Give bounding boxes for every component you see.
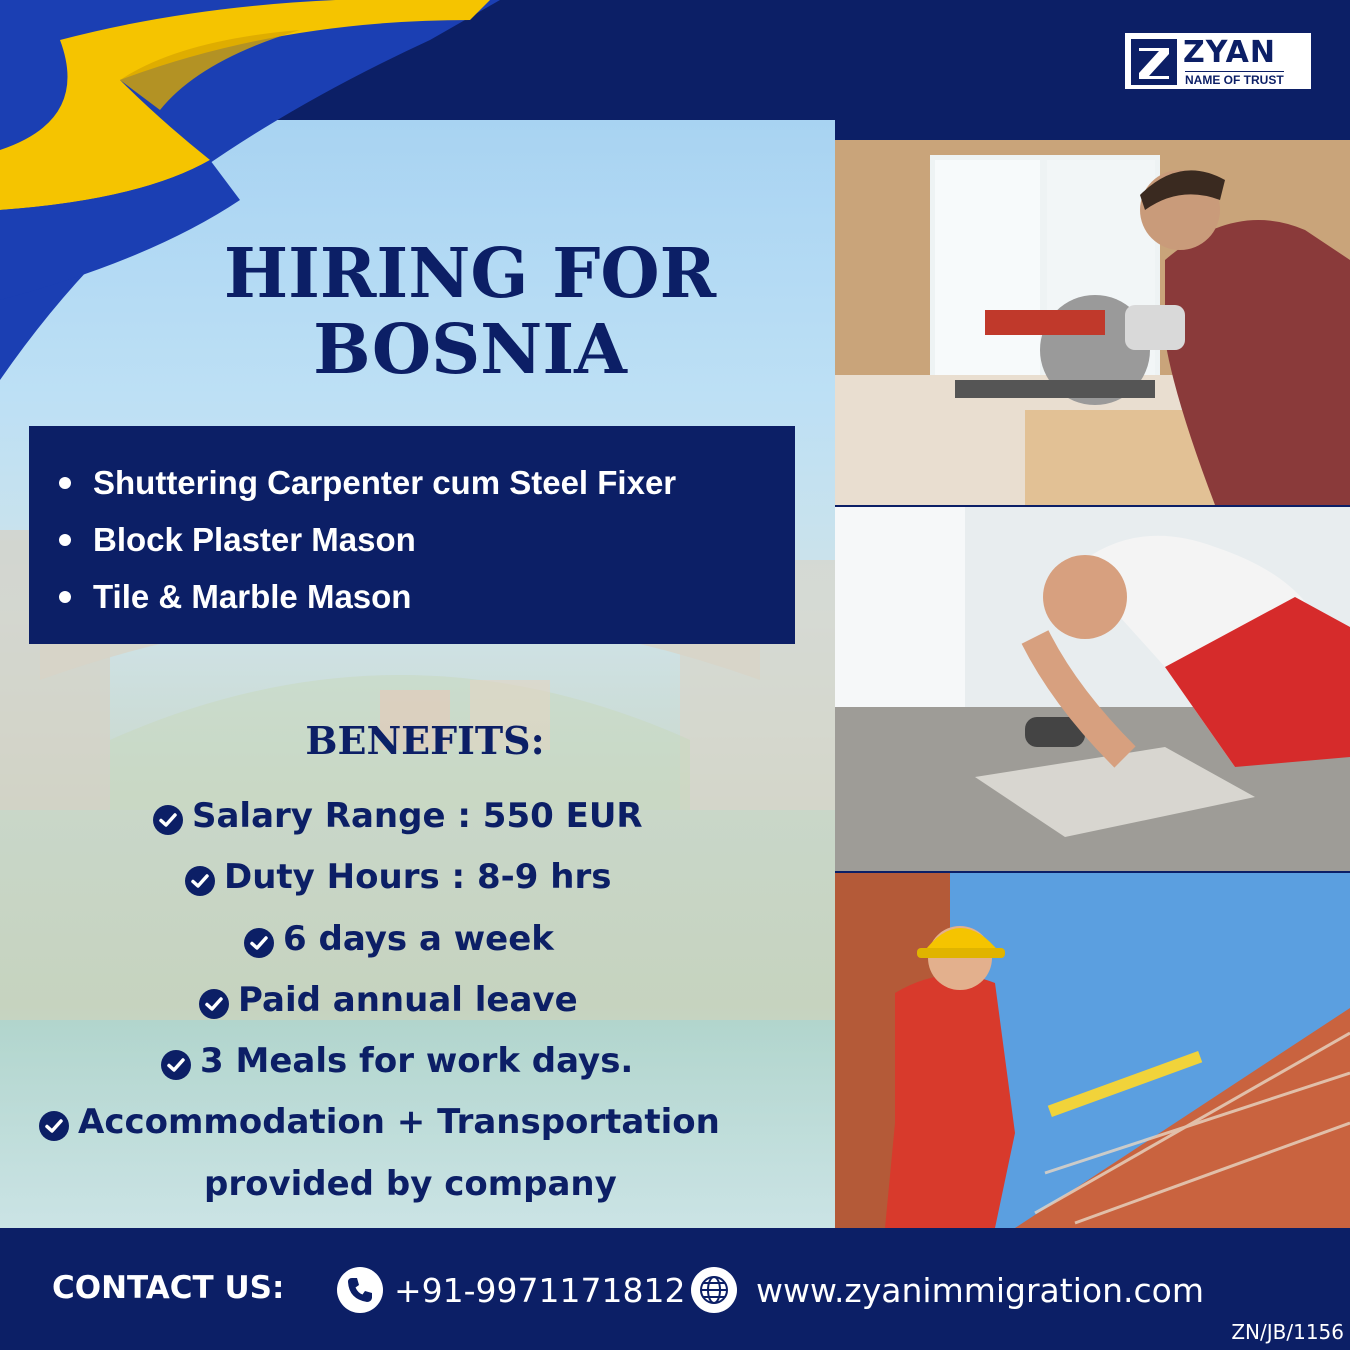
check-circle-icon	[152, 804, 184, 836]
tile-worker-photo	[835, 507, 1350, 871]
benefit-text: Paid annual leave	[238, 980, 578, 1020]
check-circle-icon	[160, 1049, 192, 1081]
benefit-text: 6 days a week	[283, 919, 554, 959]
job-item: Block Plaster Mason	[93, 511, 795, 568]
phone-icon	[336, 1266, 384, 1314]
benefits-title: BENEFITS:	[305, 718, 545, 763]
contact-footer	[0, 1228, 1350, 1350]
benefit-item	[243, 917, 554, 961]
benefit-text: Accommodation + Transportation	[78, 1102, 720, 1142]
benefit-item	[38, 1100, 720, 1144]
z-logo-icon	[1131, 39, 1177, 85]
benefit-item-continued	[204, 1162, 617, 1206]
benefit-item	[184, 855, 611, 899]
globe-icon	[690, 1266, 738, 1314]
job-list	[29, 426, 795, 625]
photo-bricklayer	[835, 873, 1350, 1228]
job-list-panel	[29, 426, 795, 644]
check-circle-icon	[198, 988, 230, 1020]
headline-line-1: HIRING FOR	[223, 234, 717, 314]
benefit-item	[160, 1039, 633, 1083]
benefit-item	[152, 794, 643, 838]
check-circle-icon	[243, 927, 275, 959]
website-link[interactable]: www.zyanimmigration.com	[756, 1271, 1204, 1310]
benefit-text: provided by company	[204, 1164, 617, 1204]
reference-code: ZN/JB/1156	[1231, 1320, 1344, 1344]
phone-number[interactable]: +91-9971171812	[394, 1271, 686, 1310]
benefit-item	[198, 978, 578, 1022]
photo-tile-worker	[835, 507, 1350, 871]
zyan-logo	[1123, 31, 1313, 91]
carpenter-photo	[835, 140, 1350, 505]
check-circle-icon	[184, 865, 216, 897]
job-item: Tile & Marble Mason	[93, 568, 795, 625]
brand-tagline: NAME OF TRUST	[1185, 73, 1284, 87]
benefit-text: 3 Meals for work days.	[200, 1041, 634, 1081]
headline	[140, 236, 800, 388]
job-item: Shuttering Carpenter cum Steel Fixer	[93, 454, 795, 511]
benefit-text: Salary Range : 550 EUR	[192, 796, 643, 836]
headline-line-2: BOSNIA	[313, 310, 627, 390]
photo-carpenter	[835, 140, 1350, 505]
benefit-text: Duty Hours : 8-9 hrs	[224, 857, 612, 897]
contact-label: CONTACT US:	[52, 1270, 285, 1306]
brand-name: ZYAN	[1183, 35, 1276, 70]
check-circle-icon	[38, 1110, 70, 1142]
bricklayer-photo	[835, 873, 1350, 1228]
